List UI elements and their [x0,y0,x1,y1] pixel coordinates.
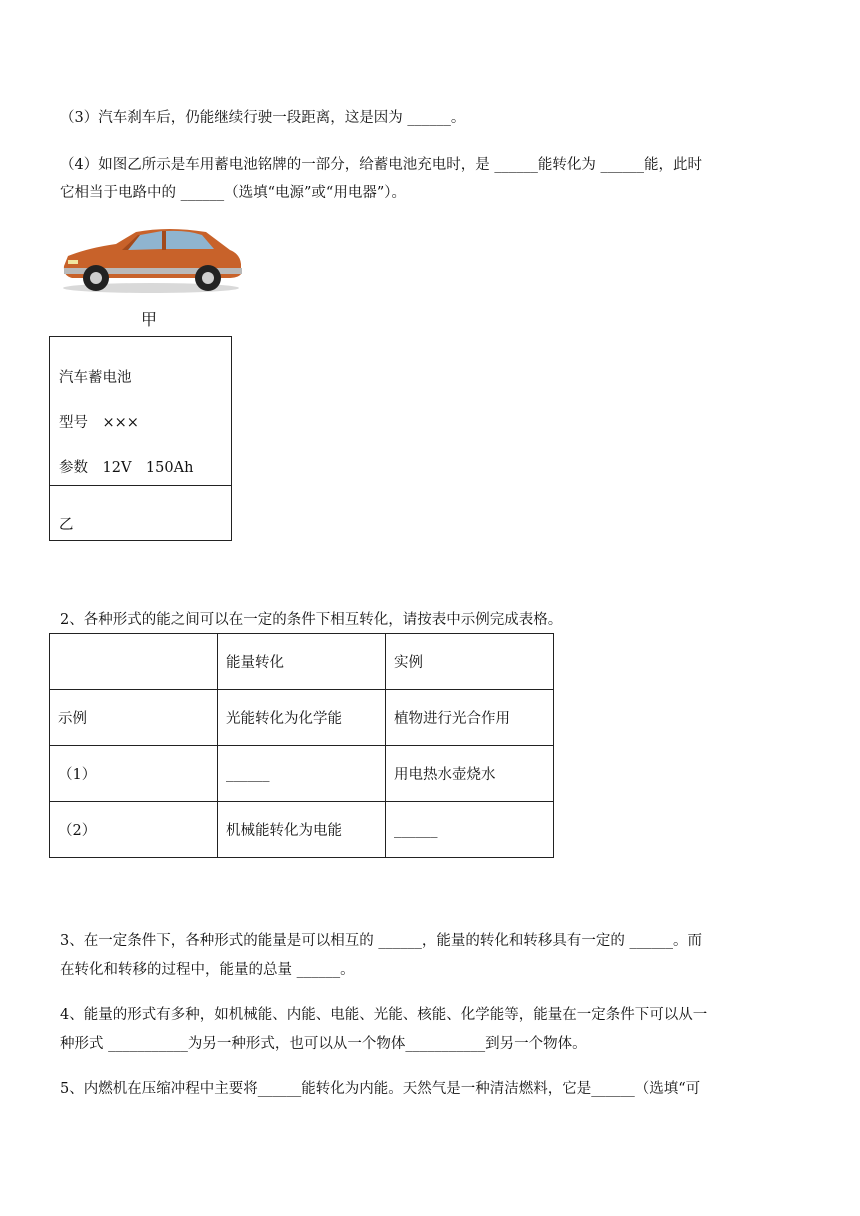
q3-line2: 在转化和转移的过程中，能量的总量 ______。 [60,962,355,978]
battery-nameplate [49,336,232,541]
table-cell: （1） [50,746,218,802]
battery-params: 参数 12V 150Ah [59,460,194,476]
table-cell: 机械能转化为电能 [218,802,386,858]
table-cell: 植物进行光合作用 [386,690,554,746]
table-row [50,746,554,802]
table-cell: 示例 [50,690,218,746]
table-row [50,690,554,746]
table-cell: 光能转化为化学能 [218,690,386,746]
table-header-row [50,634,554,690]
q4-line2: 种形式 ___________为另一种形式，也可以从一个物体___________到另一个物体。 [60,1036,587,1052]
car-illustration [58,222,244,296]
table-cell: （2） [50,802,218,858]
table-cell-blank: ______ [386,802,554,858]
table-header-cell: 实例 [386,634,554,690]
q4-line1: 4、能量的形式有多种，如机械能、内能、电能、光能、核能、化学能等，能量在一定条件下可以从一 [60,1007,708,1023]
q1-part4-line2: 它相当于电路中的 ______（选填“电源”或“用电器”）。 [60,185,407,201]
q1-part3: （3）汽车刹车后，仍能继续行驶一段距离，这是因为 ______。 [60,110,466,126]
energy-conversion-table [49,633,554,858]
table-row [50,802,554,858]
table-cell-blank: ______ [218,746,386,802]
q3-line1: 3、在一定条件下，各种形式的能量是可以相互的 ______，能量的转化和转移具有一定的 ______。而 [60,933,702,949]
table-header-cell [50,634,218,690]
table-header-cell: 能量转化 [218,634,386,690]
table-cell: 用电热水壶烧水 [386,746,554,802]
q5-line1: 5、内燃机在压缩冲程中主要将______能转化为内能。天然气是一种清洁燃料，它是______（选填“可 [60,1081,701,1097]
plate-divider [50,485,231,486]
battery-model: 型号 ××× [59,415,139,431]
q1-part4-line1: （4）如图乙所示是车用蓄电池铭牌的一部分，给蓄电池充电时，是 ______能转化为 ______能，此时 [60,157,702,173]
q2-stem: 2、各种形式的能之间可以在一定的条件下相互转化，请按表中示例完成表格。 [60,612,563,628]
figure-b-caption: 乙 [59,517,74,533]
battery-name: 汽车蓄电池 [59,370,132,386]
figure-a-caption: 甲 [141,310,158,329]
